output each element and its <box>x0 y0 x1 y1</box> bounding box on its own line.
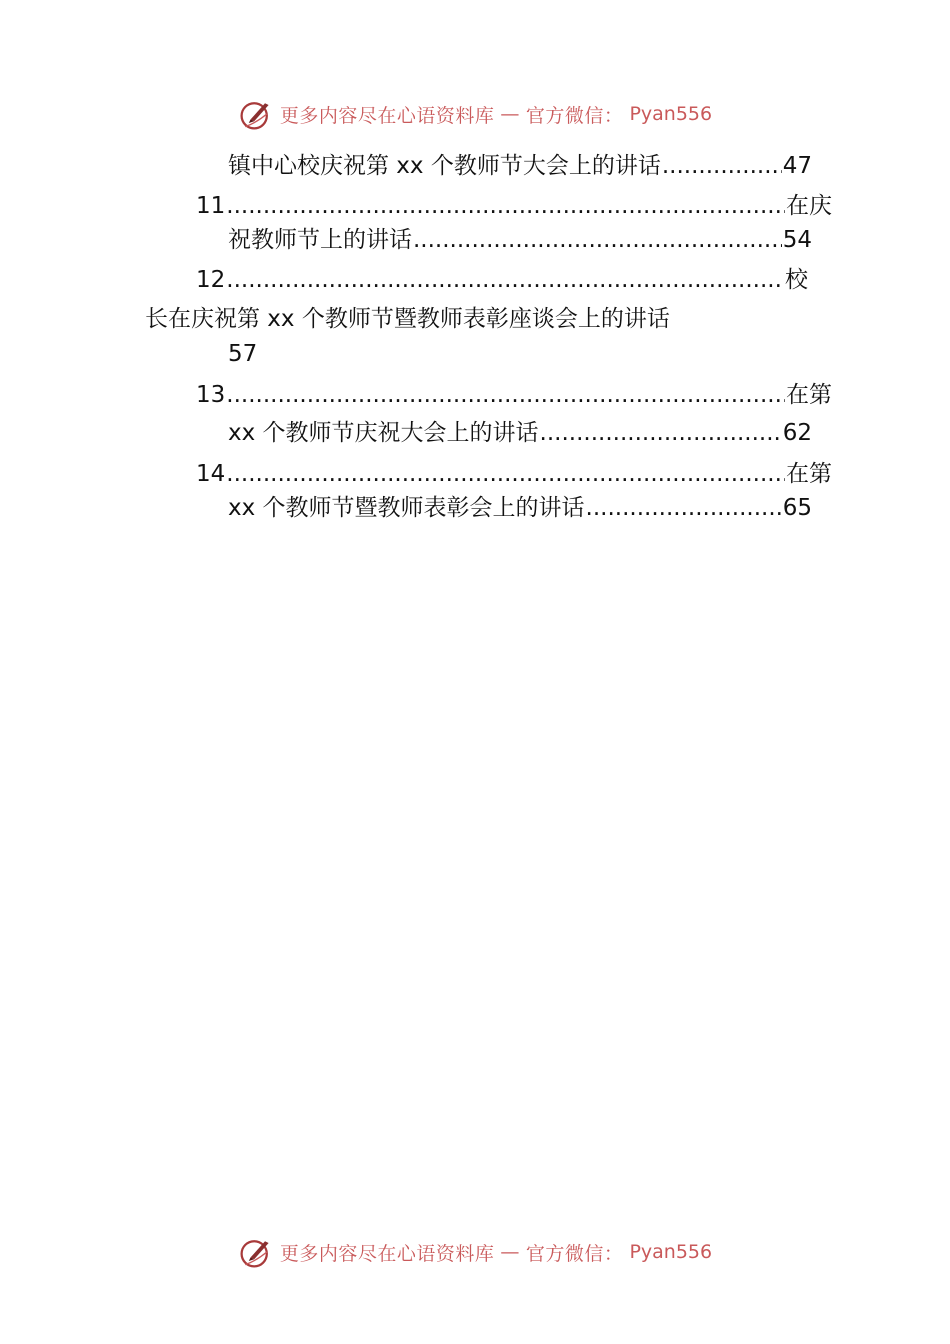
toc-entry-title-start: 在第 <box>786 461 832 487</box>
toc-page-number: 65 <box>782 495 812 521</box>
toc-entry-title: xx 个教师节暨教师表彰会上的讲话 <box>228 495 585 521</box>
header-wechat-label: 官方微信： <box>525 104 624 127</box>
header-dash: — <box>500 103 520 125</box>
toc-entry-number: 12 <box>196 267 226 293</box>
toc-leader-dots <box>586 492 782 524</box>
toc-entry-number: 11 <box>196 193 226 219</box>
toc-entry-13[interactable] <box>196 379 832 411</box>
toc-page-number: 57 <box>228 341 258 367</box>
footer-banner <box>0 1232 950 1272</box>
toc-page-number: 62 <box>782 420 812 446</box>
header-wechat-account: Pyan556 <box>629 103 713 125</box>
header-promo-text: 更多内容尽在心语资料库 <box>279 104 495 127</box>
toc-entry-number: 13 <box>196 382 226 408</box>
toc-entry-title: xx 个教师节庆祝大会上的讲话 <box>228 420 539 446</box>
pen-logo-icon <box>238 1234 274 1270</box>
toc-page-number: 54 <box>782 227 812 253</box>
toc-page-number: 47 <box>782 153 812 179</box>
toc-entry-11-cont[interactable] <box>228 224 812 256</box>
toc-leader-dots <box>540 417 782 449</box>
toc-entry-title-start: 在庆 <box>786 193 832 219</box>
toc-entry-14[interactable] <box>196 458 832 490</box>
footer-promo-text: 更多内容尽在心语资料库 <box>279 1242 495 1265</box>
footer-dash: — <box>500 1241 520 1263</box>
toc-entry-12[interactable] <box>196 264 808 296</box>
toc-entry-title: 长在庆祝第 xx 个教师节暨教师表彰座谈会上的讲话 <box>145 306 670 332</box>
toc-entry-10[interactable] <box>228 150 812 182</box>
toc-entry-12-cont[interactable] <box>145 303 785 335</box>
toc-entry-14-cont[interactable] <box>228 492 812 524</box>
toc-leader-dots <box>226 264 784 296</box>
toc-leader-dots <box>413 224 782 256</box>
toc-entry-number: 14 <box>196 461 226 487</box>
toc-leader-dots <box>226 379 785 411</box>
toc-entry-13-cont[interactable] <box>228 417 812 449</box>
toc-entry-11[interactable] <box>196 190 832 222</box>
footer-wechat-account: Pyan556 <box>629 1241 713 1263</box>
footer-wechat-label: 官方微信： <box>525 1242 624 1265</box>
toc-entry-title-start: 在第 <box>786 382 832 408</box>
toc-leader-dots <box>226 190 785 222</box>
toc-entry-title: 祝教师节上的讲话 <box>228 227 412 253</box>
toc-entry-title-start: 校 <box>785 267 808 293</box>
toc-entry-12-page[interactable] <box>228 338 328 370</box>
toc-entry-title: 镇中心校庆祝第 xx 个教师节大会上的讲话 <box>228 153 661 179</box>
toc-leader-dots <box>226 458 785 490</box>
toc-leader-dots <box>662 150 782 182</box>
